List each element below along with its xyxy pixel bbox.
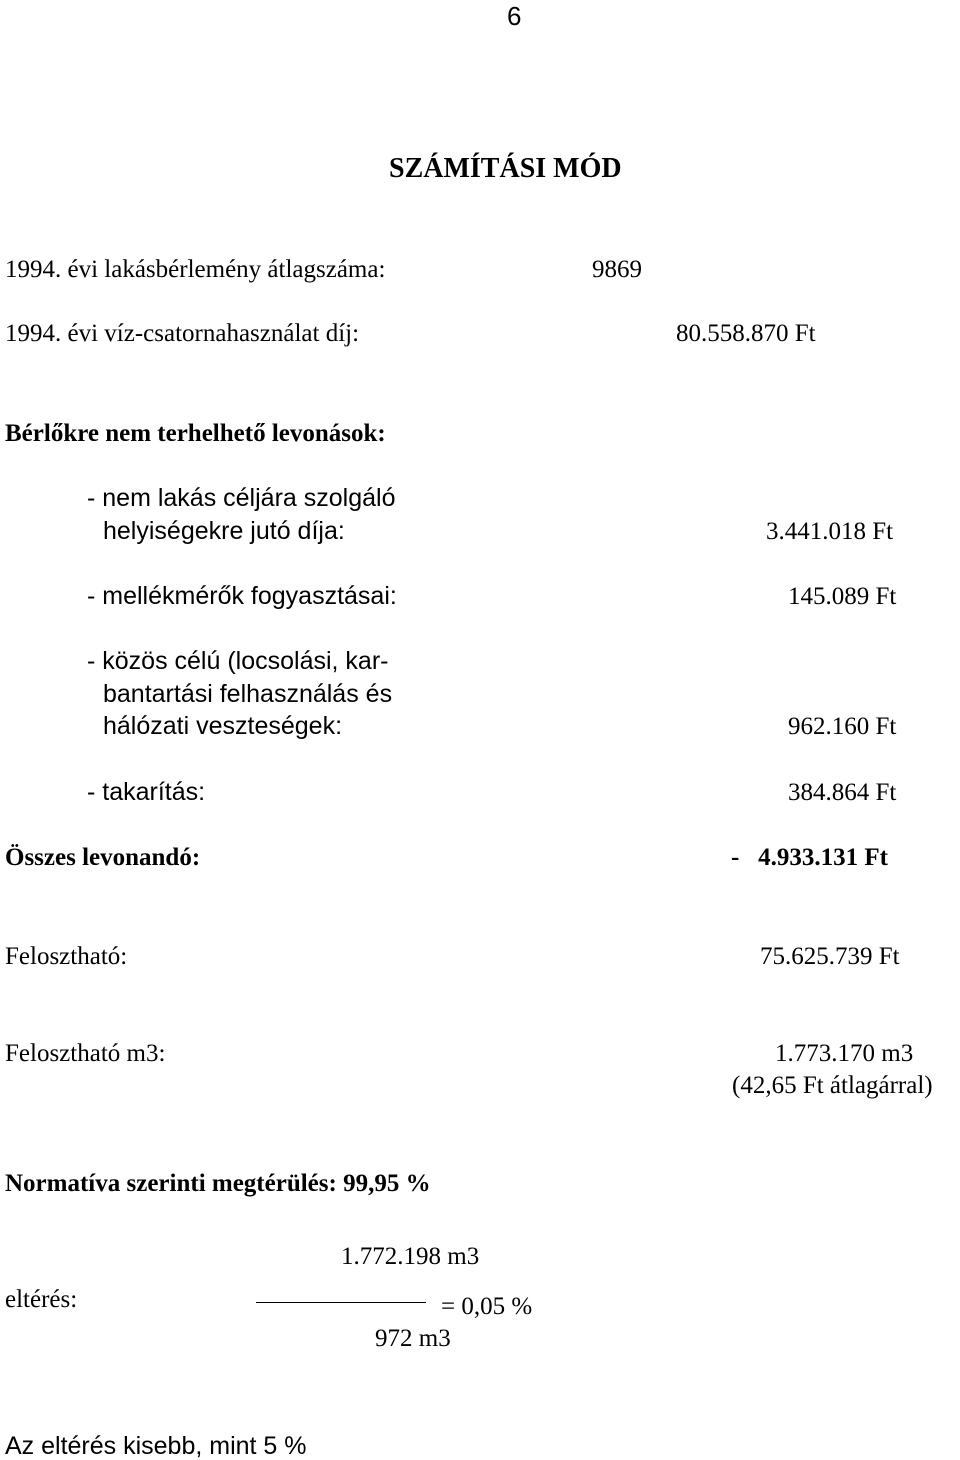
deduction-common-line3: hálózati veszteségek: bbox=[103, 712, 343, 740]
total-deduction-label: Összes levonandó: bbox=[5, 844, 201, 871]
page-number: 6 bbox=[507, 1, 522, 31]
deduction-cleaning-label: - takarítás: bbox=[87, 778, 206, 806]
water-fee-label: 1994. évi víz-csatornahasználat díj: bbox=[5, 320, 360, 347]
distributable-m3-value: 1.773.170 m3 bbox=[775, 1040, 914, 1067]
deductions-heading: Bérlőkre nem terhelhető levonások: bbox=[5, 420, 386, 447]
deduction-submeters-value: 145.089 Ft bbox=[788, 583, 897, 610]
deviation-numerator: 1.772.198 m3 bbox=[341, 1243, 480, 1270]
conclusion: Az eltérés kisebb, mint 5 % bbox=[5, 1432, 307, 1460]
deduction-common-value: 962.160 Ft bbox=[788, 713, 897, 740]
deduction-common-line1: - közös célú (locsolási, kar- bbox=[87, 647, 389, 675]
deduction-non-residential-value: 3.441.018 Ft bbox=[766, 518, 894, 545]
recovery-rate: Normatíva szerinti megtérülés: 99,95 % bbox=[5, 1170, 431, 1197]
deviation-result: = 0,05 % bbox=[441, 1293, 533, 1320]
fraction-line bbox=[256, 1302, 426, 1303]
deduction-non-residential-line2: helyiségekre jutó díja: bbox=[103, 517, 345, 545]
distributable-m3-label: Felosztható m3: bbox=[5, 1040, 166, 1067]
water-fee-value: 80.558.870 Ft bbox=[676, 320, 816, 347]
deduction-common-line2: bantartási felhasználás és bbox=[103, 680, 393, 708]
deduction-submeters-label: - mellékmérők fogyasztásai: bbox=[87, 582, 397, 610]
deviation-denominator: 972 m3 bbox=[375, 1325, 451, 1352]
average-price-note: (42,65 Ft átlagárral) bbox=[732, 1072, 933, 1099]
distributable-label: Felosztható: bbox=[5, 943, 128, 970]
page-title: SZÁMÍTÁSI MÓD bbox=[389, 153, 622, 184]
distributable-value: 75.625.739 Ft bbox=[760, 943, 900, 970]
apartment-count-label: 1994. évi lakásbérlemény átlagszáma: bbox=[5, 256, 386, 283]
total-deduction-value: - 4.933.131 Ft bbox=[731, 844, 888, 871]
deviation-label: eltérés: bbox=[5, 1286, 78, 1313]
deduction-cleaning-value: 384.864 Ft bbox=[788, 779, 897, 806]
deduction-non-residential-line1: - nem lakás céljára szolgáló bbox=[87, 484, 396, 512]
apartment-count-value: 9869 bbox=[592, 256, 642, 283]
